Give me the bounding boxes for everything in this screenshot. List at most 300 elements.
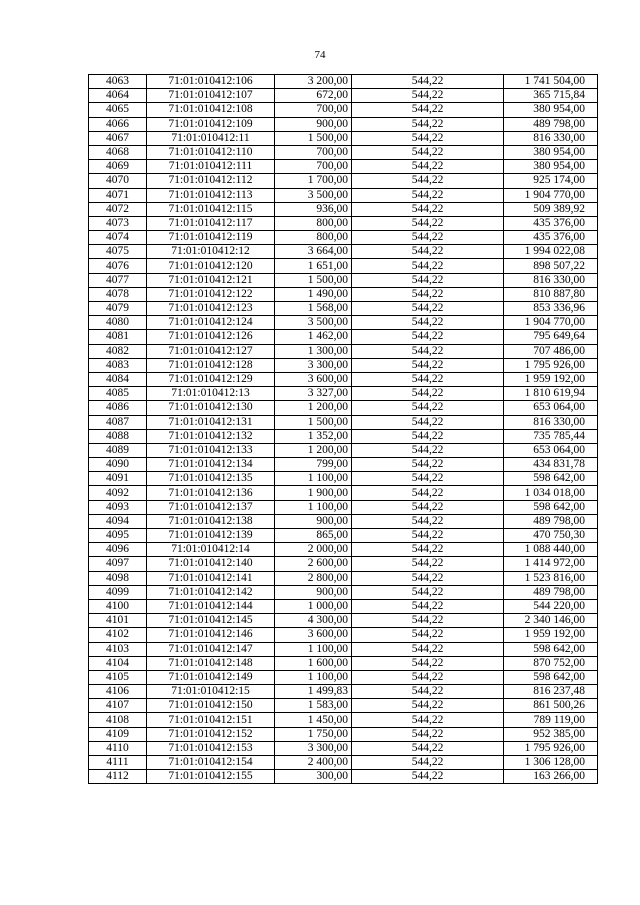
cadastral-number-cell: 71:01:010412:140 <box>147 557 275 571</box>
specific-value-cell: 544,22 <box>352 486 504 500</box>
area-cell: 800,00 <box>275 216 352 230</box>
specific-value-cell: 544,22 <box>352 316 504 330</box>
row-number-cell: 4111 <box>89 756 147 770</box>
cadastral-number-cell: 71:01:010412:134 <box>147 458 275 472</box>
specific-value-cell: 544,22 <box>352 756 504 770</box>
cadastral-value-cell: 380 954,00 <box>504 145 598 159</box>
table-row <box>89 287 598 301</box>
cadastral-value-cell: 898 507,22 <box>504 259 598 273</box>
cadastral-value-cell: 489 798,00 <box>504 514 598 528</box>
cadastral-value-cell: 1 523 816,00 <box>504 571 598 585</box>
specific-value-cell: 544,22 <box>352 302 504 316</box>
cadastral-value-cell: 1 904 770,00 <box>504 316 598 330</box>
specific-value-cell: 544,22 <box>352 642 504 656</box>
cadastral-value-cell: 1 795 926,00 <box>504 358 598 372</box>
area-cell: 1 462,00 <box>275 330 352 344</box>
specific-value-cell: 544,22 <box>352 741 504 755</box>
specific-value-cell: 544,22 <box>352 401 504 415</box>
specific-value-cell: 544,22 <box>352 599 504 613</box>
cadastral-value-cell: 598 642,00 <box>504 642 598 656</box>
cadastral-value-cell: 810 887,80 <box>504 287 598 301</box>
table-row <box>89 188 598 202</box>
table-row <box>89 103 598 117</box>
specific-value-cell: 544,22 <box>352 216 504 230</box>
cadastral-number-cell: 71:01:010412:13 <box>147 387 275 401</box>
area-cell: 1 499,83 <box>275 685 352 699</box>
table-row <box>89 685 598 699</box>
specific-value-cell: 544,22 <box>352 202 504 216</box>
area-cell: 1 000,00 <box>275 599 352 613</box>
cadastral-value-cell: 380 954,00 <box>504 103 598 117</box>
table-row <box>89 571 598 585</box>
table-row <box>89 670 598 684</box>
cadastral-value-cell: 816 330,00 <box>504 131 598 145</box>
row-number-cell: 4108 <box>89 713 147 727</box>
specific-value-cell: 544,22 <box>352 699 504 713</box>
specific-value-cell: 544,22 <box>352 656 504 670</box>
row-number-cell: 4066 <box>89 117 147 131</box>
area-cell: 900,00 <box>275 514 352 528</box>
specific-value-cell: 544,22 <box>352 372 504 386</box>
cadastral-value-cell: 1 414 972,00 <box>504 557 598 571</box>
row-number-cell: 4084 <box>89 372 147 386</box>
table-row <box>89 117 598 131</box>
cadastral-value-cell: 925 174,00 <box>504 174 598 188</box>
specific-value-cell: 544,22 <box>352 685 504 699</box>
area-cell: 700,00 <box>275 103 352 117</box>
table-row <box>89 770 598 784</box>
row-number-cell: 4078 <box>89 287 147 301</box>
table-row <box>89 89 598 103</box>
row-number-cell: 4089 <box>89 443 147 457</box>
table-row <box>89 259 598 273</box>
row-number-cell: 4095 <box>89 529 147 543</box>
specific-value-cell: 544,22 <box>352 174 504 188</box>
area-cell: 1 651,00 <box>275 259 352 273</box>
cadastral-value-cell: 816 237,48 <box>504 685 598 699</box>
cadastral-number-cell: 71:01:010412:132 <box>147 429 275 443</box>
cadastral-value-cell: 653 064,00 <box>504 401 598 415</box>
row-number-cell: 4099 <box>89 585 147 599</box>
area-cell: 1 100,00 <box>275 500 352 514</box>
row-number-cell: 4074 <box>89 231 147 245</box>
area-cell: 3 500,00 <box>275 316 352 330</box>
specific-value-cell: 544,22 <box>352 131 504 145</box>
table-row <box>89 756 598 770</box>
cadastral-number-cell: 71:01:010412:150 <box>147 699 275 713</box>
area-cell: 3 327,00 <box>275 387 352 401</box>
cadastral-number-cell: 71:01:010412:136 <box>147 486 275 500</box>
cadastral-number-cell: 71:01:010412:15 <box>147 685 275 699</box>
specific-value-cell: 544,22 <box>352 529 504 543</box>
table-row <box>89 415 598 429</box>
table-row <box>89 202 598 216</box>
row-number-cell: 4085 <box>89 387 147 401</box>
area-cell: 2 400,00 <box>275 756 352 770</box>
area-cell: 1 300,00 <box>275 344 352 358</box>
cadastral-number-cell: 71:01:010412:111 <box>147 160 275 174</box>
row-number-cell: 4091 <box>89 472 147 486</box>
cadastral-number-cell: 71:01:010412:130 <box>147 401 275 415</box>
area-cell: 1 100,00 <box>275 642 352 656</box>
specific-value-cell: 544,22 <box>352 344 504 358</box>
area-cell: 4 300,00 <box>275 614 352 628</box>
area-cell: 1 900,00 <box>275 486 352 500</box>
cadastral-value-cell: 435 376,00 <box>504 216 598 230</box>
area-cell: 3 664,00 <box>275 245 352 259</box>
area-cell: 799,00 <box>275 458 352 472</box>
cadastral-value-cell: 795 649,64 <box>504 330 598 344</box>
cadastral-number-cell: 71:01:010412:112 <box>147 174 275 188</box>
cadastral-value-cell: 1 994 022,08 <box>504 245 598 259</box>
cadastral-value-table <box>88 74 598 784</box>
cadastral-value-cell: 816 330,00 <box>504 415 598 429</box>
cadastral-number-cell: 71:01:010412:131 <box>147 415 275 429</box>
cadastral-value-cell: 598 642,00 <box>504 670 598 684</box>
area-cell: 700,00 <box>275 145 352 159</box>
row-number-cell: 4105 <box>89 670 147 684</box>
table-row <box>89 500 598 514</box>
specific-value-cell: 544,22 <box>352 429 504 443</box>
cadastral-value-cell: 707 486,00 <box>504 344 598 358</box>
area-cell: 672,00 <box>275 89 352 103</box>
table-row <box>89 529 598 543</box>
cadastral-number-cell: 71:01:010412:120 <box>147 259 275 273</box>
table-row <box>89 216 598 230</box>
specific-value-cell: 544,22 <box>352 387 504 401</box>
row-number-cell: 4100 <box>89 599 147 613</box>
area-cell: 1 500,00 <box>275 415 352 429</box>
cadastral-number-cell: 71:01:010412:137 <box>147 500 275 514</box>
table-row <box>89 486 598 500</box>
table-row <box>89 543 598 557</box>
table-row <box>89 429 598 443</box>
area-cell: 3 300,00 <box>275 741 352 755</box>
cadastral-value-cell: 598 642,00 <box>504 500 598 514</box>
row-number-cell: 4082 <box>89 344 147 358</box>
cadastral-number-cell: 71:01:010412:144 <box>147 599 275 613</box>
table-body <box>89 75 598 784</box>
area-cell: 1 100,00 <box>275 670 352 684</box>
row-number-cell: 4064 <box>89 89 147 103</box>
specific-value-cell: 544,22 <box>352 713 504 727</box>
cadastral-number-cell: 71:01:010412:142 <box>147 585 275 599</box>
cadastral-number-cell: 71:01:010412:135 <box>147 472 275 486</box>
table-row <box>89 160 598 174</box>
cadastral-number-cell: 71:01:010412:124 <box>147 316 275 330</box>
cadastral-value-cell: 1 034 018,00 <box>504 486 598 500</box>
specific-value-cell: 544,22 <box>352 628 504 642</box>
area-cell: 3 600,00 <box>275 628 352 642</box>
cadastral-number-cell: 71:01:010412:141 <box>147 571 275 585</box>
row-number-cell: 4067 <box>89 131 147 145</box>
cadastral-value-cell: 1 959 192,00 <box>504 628 598 642</box>
area-cell: 1 568,00 <box>275 302 352 316</box>
cadastral-number-cell: 71:01:010412:129 <box>147 372 275 386</box>
area-cell: 900,00 <box>275 117 352 131</box>
cadastral-number-cell: 71:01:010412:121 <box>147 273 275 287</box>
cadastral-number-cell: 71:01:010412:146 <box>147 628 275 642</box>
area-cell: 800,00 <box>275 231 352 245</box>
row-number-cell: 4079 <box>89 302 147 316</box>
row-number-cell: 4076 <box>89 259 147 273</box>
row-number-cell: 4092 <box>89 486 147 500</box>
cadastral-value-cell: 2 340 146,00 <box>504 614 598 628</box>
specific-value-cell: 544,22 <box>352 259 504 273</box>
cadastral-number-cell: 71:01:010412:149 <box>147 670 275 684</box>
row-number-cell: 4101 <box>89 614 147 628</box>
specific-value-cell: 544,22 <box>352 89 504 103</box>
area-cell: 1 750,00 <box>275 727 352 741</box>
row-number-cell: 4071 <box>89 188 147 202</box>
row-number-cell: 4107 <box>89 699 147 713</box>
specific-value-cell: 544,22 <box>352 231 504 245</box>
table-row <box>89 174 598 188</box>
table-row <box>89 401 598 415</box>
row-number-cell: 4077 <box>89 273 147 287</box>
cadastral-number-cell: 71:01:010412:126 <box>147 330 275 344</box>
table-row <box>89 472 598 486</box>
area-cell: 3 500,00 <box>275 188 352 202</box>
table-row <box>89 75 598 89</box>
table-row <box>89 358 598 372</box>
table-row <box>89 330 598 344</box>
table-row <box>89 273 598 287</box>
table-row <box>89 656 598 670</box>
row-number-cell: 4093 <box>89 500 147 514</box>
cadastral-value-cell: 861 500,26 <box>504 699 598 713</box>
row-number-cell: 4063 <box>89 75 147 89</box>
cadastral-number-cell: 71:01:010412:147 <box>147 642 275 656</box>
cadastral-number-cell: 71:01:010412:145 <box>147 614 275 628</box>
area-cell: 3 300,00 <box>275 358 352 372</box>
area-cell: 300,00 <box>275 770 352 784</box>
cadastral-number-cell: 71:01:010412:151 <box>147 713 275 727</box>
specific-value-cell: 544,22 <box>352 458 504 472</box>
specific-value-cell: 544,22 <box>352 670 504 684</box>
specific-value-cell: 544,22 <box>352 358 504 372</box>
area-cell: 1 100,00 <box>275 472 352 486</box>
cadastral-value-cell: 489 798,00 <box>504 117 598 131</box>
table-row <box>89 344 598 358</box>
cadastral-value-cell: 789 119,00 <box>504 713 598 727</box>
cadastral-value-cell: 470 750,30 <box>504 529 598 543</box>
cadastral-value-cell: 1 810 619,94 <box>504 387 598 401</box>
cadastral-value-cell: 1 959 192,00 <box>504 372 598 386</box>
cadastral-number-cell: 71:01:010412:155 <box>147 770 275 784</box>
cadastral-number-cell: 71:01:010412:153 <box>147 741 275 755</box>
table-row <box>89 713 598 727</box>
cadastral-number-cell: 71:01:010412:106 <box>147 75 275 89</box>
row-number-cell: 4080 <box>89 316 147 330</box>
cadastral-value-cell: 952 385,00 <box>504 727 598 741</box>
specific-value-cell: 544,22 <box>352 103 504 117</box>
row-number-cell: 4086 <box>89 401 147 415</box>
specific-value-cell: 544,22 <box>352 330 504 344</box>
row-number-cell: 4109 <box>89 727 147 741</box>
specific-value-cell: 544,22 <box>352 727 504 741</box>
table-row <box>89 231 598 245</box>
cadastral-number-cell: 71:01:010412:12 <box>147 245 275 259</box>
cadastral-value-cell: 816 330,00 <box>504 273 598 287</box>
specific-value-cell: 544,22 <box>352 160 504 174</box>
cadastral-value-cell: 489 798,00 <box>504 585 598 599</box>
row-number-cell: 4081 <box>89 330 147 344</box>
row-number-cell: 4073 <box>89 216 147 230</box>
cadastral-number-cell: 71:01:010412:108 <box>147 103 275 117</box>
cadastral-number-cell: 71:01:010412:107 <box>147 89 275 103</box>
cadastral-number-cell: 71:01:010412:109 <box>147 117 275 131</box>
table-row <box>89 699 598 713</box>
specific-value-cell: 544,22 <box>352 188 504 202</box>
area-cell: 1 352,00 <box>275 429 352 443</box>
table-row <box>89 585 598 599</box>
area-cell: 1 500,00 <box>275 273 352 287</box>
cadastral-value-cell: 1 795 926,00 <box>504 741 598 755</box>
row-number-cell: 4094 <box>89 514 147 528</box>
cadastral-value-cell: 544 220,00 <box>504 599 598 613</box>
cadastral-number-cell: 71:01:010412:128 <box>147 358 275 372</box>
row-number-cell: 4068 <box>89 145 147 159</box>
cadastral-number-cell: 71:01:010412:148 <box>147 656 275 670</box>
row-number-cell: 4096 <box>89 543 147 557</box>
cadastral-number-cell: 71:01:010412:122 <box>147 287 275 301</box>
row-number-cell: 4088 <box>89 429 147 443</box>
row-number-cell: 4102 <box>89 628 147 642</box>
area-cell: 1 600,00 <box>275 656 352 670</box>
area-cell: 1 700,00 <box>275 174 352 188</box>
table-row <box>89 628 598 642</box>
table-row <box>89 642 598 656</box>
cadastral-value-cell: 1 904 770,00 <box>504 188 598 202</box>
cadastral-number-cell: 71:01:010412:110 <box>147 145 275 159</box>
area-cell: 1 500,00 <box>275 131 352 145</box>
cadastral-number-cell: 71:01:010412:119 <box>147 231 275 245</box>
cadastral-number-cell: 71:01:010412:11 <box>147 131 275 145</box>
specific-value-cell: 544,22 <box>352 557 504 571</box>
row-number-cell: 4069 <box>89 160 147 174</box>
cadastral-value-cell: 1 088 440,00 <box>504 543 598 557</box>
cadastral-value-cell: 163 266,00 <box>504 770 598 784</box>
row-number-cell: 4072 <box>89 202 147 216</box>
row-number-cell: 4103 <box>89 642 147 656</box>
table-row <box>89 443 598 457</box>
cadastral-number-cell: 71:01:010412:117 <box>147 216 275 230</box>
table-row <box>89 741 598 755</box>
specific-value-cell: 544,22 <box>352 500 504 514</box>
row-number-cell: 4070 <box>89 174 147 188</box>
specific-value-cell: 544,22 <box>352 75 504 89</box>
cadastral-value-cell: 1 306 128,00 <box>504 756 598 770</box>
cadastral-number-cell: 71:01:010412:127 <box>147 344 275 358</box>
specific-value-cell: 544,22 <box>352 245 504 259</box>
row-number-cell: 4075 <box>89 245 147 259</box>
row-number-cell: 4087 <box>89 415 147 429</box>
row-number-cell: 4110 <box>89 741 147 755</box>
cadastral-value-cell: 434 831,78 <box>504 458 598 472</box>
area-cell: 700,00 <box>275 160 352 174</box>
area-cell: 1 583,00 <box>275 699 352 713</box>
cadastral-value-cell: 870 752,00 <box>504 656 598 670</box>
cadastral-value-cell: 509 389,92 <box>504 202 598 216</box>
specific-value-cell: 544,22 <box>352 472 504 486</box>
cadastral-number-cell: 71:01:010412:154 <box>147 756 275 770</box>
specific-value-cell: 544,22 <box>352 614 504 628</box>
cadastral-number-cell: 71:01:010412:115 <box>147 202 275 216</box>
cadastral-value-cell: 1 741 504,00 <box>504 75 598 89</box>
area-cell: 865,00 <box>275 529 352 543</box>
row-number-cell: 4083 <box>89 358 147 372</box>
area-cell: 936,00 <box>275 202 352 216</box>
table-row <box>89 372 598 386</box>
cadastral-value-cell: 380 954,00 <box>504 160 598 174</box>
page-number: 74 <box>314 49 326 61</box>
cadastral-number-cell: 71:01:010412:113 <box>147 188 275 202</box>
specific-value-cell: 544,22 <box>352 273 504 287</box>
area-cell: 1 200,00 <box>275 443 352 457</box>
table-row <box>89 458 598 472</box>
area-cell: 2 800,00 <box>275 571 352 585</box>
table-row <box>89 245 598 259</box>
table-row <box>89 514 598 528</box>
area-cell: 1 450,00 <box>275 713 352 727</box>
table-row <box>89 557 598 571</box>
table-row <box>89 316 598 330</box>
row-number-cell: 4106 <box>89 685 147 699</box>
specific-value-cell: 544,22 <box>352 145 504 159</box>
cadastral-value-cell: 735 785,44 <box>504 429 598 443</box>
row-number-cell: 4065 <box>89 103 147 117</box>
cadastral-number-cell: 71:01:010412:152 <box>147 727 275 741</box>
area-cell: 3 200,00 <box>275 75 352 89</box>
row-number-cell: 4112 <box>89 770 147 784</box>
table-row <box>89 387 598 401</box>
cadastral-number-cell: 71:01:010412:139 <box>147 529 275 543</box>
specific-value-cell: 544,22 <box>352 287 504 301</box>
specific-value-cell: 544,22 <box>352 770 504 784</box>
cadastral-number-cell: 71:01:010412:133 <box>147 443 275 457</box>
area-cell: 2 600,00 <box>275 557 352 571</box>
specific-value-cell: 544,22 <box>352 117 504 131</box>
area-cell: 1 200,00 <box>275 401 352 415</box>
specific-value-cell: 544,22 <box>352 443 504 457</box>
specific-value-cell: 544,22 <box>352 543 504 557</box>
cadastral-number-cell: 71:01:010412:14 <box>147 543 275 557</box>
specific-value-cell: 544,22 <box>352 585 504 599</box>
cadastral-value-cell: 653 064,00 <box>504 443 598 457</box>
table-row <box>89 599 598 613</box>
row-number-cell: 4104 <box>89 656 147 670</box>
cadastral-value-cell: 365 715,84 <box>504 89 598 103</box>
table-row <box>89 614 598 628</box>
cadastral-value-cell: 435 376,00 <box>504 231 598 245</box>
area-cell: 3 600,00 <box>275 372 352 386</box>
area-cell: 1 490,00 <box>275 287 352 301</box>
cadastral-value-cell: 853 336,96 <box>504 302 598 316</box>
area-cell: 2 000,00 <box>275 543 352 557</box>
cadastral-number-cell: 71:01:010412:123 <box>147 302 275 316</box>
table-row <box>89 727 598 741</box>
row-number-cell: 4097 <box>89 557 147 571</box>
specific-value-cell: 544,22 <box>352 514 504 528</box>
table-row <box>89 131 598 145</box>
area-cell: 900,00 <box>275 585 352 599</box>
cadastral-value-cell: 598 642,00 <box>504 472 598 486</box>
specific-value-cell: 544,22 <box>352 415 504 429</box>
cadastral-number-cell: 71:01:010412:138 <box>147 514 275 528</box>
specific-value-cell: 544,22 <box>352 571 504 585</box>
row-number-cell: 4090 <box>89 458 147 472</box>
